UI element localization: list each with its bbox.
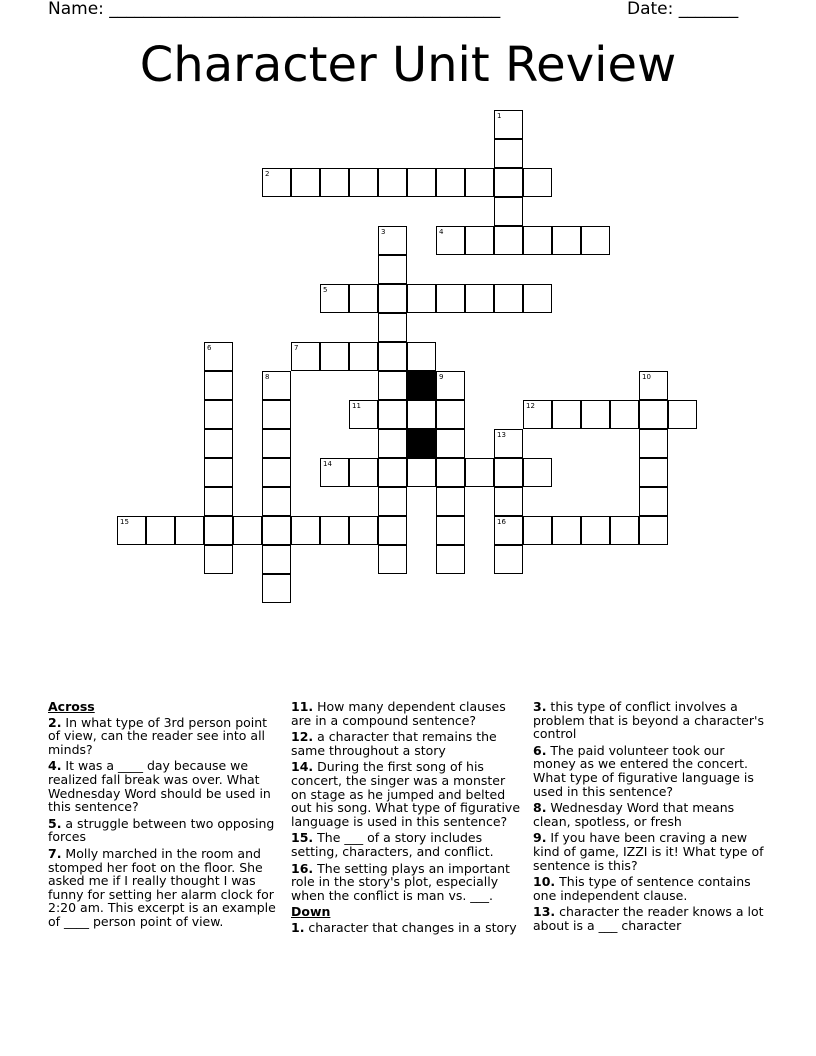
grid-cell[interactable]	[436, 226, 465, 255]
clue-item	[291, 831, 523, 858]
grid-cell[interactable]	[378, 255, 407, 284]
grid-cell[interactable]	[494, 516, 523, 545]
clue-number: 2	[265, 170, 270, 178]
across-clues-list	[48, 716, 276, 929]
grid-cell[interactable]	[378, 313, 407, 342]
clue-number-label: 7.	[48, 845, 62, 861]
grid-cell[interactable]	[378, 458, 407, 487]
clue-number: 10	[642, 373, 651, 381]
grid-cell[interactable]	[378, 226, 407, 255]
grid-cell[interactable]	[378, 400, 407, 429]
grid-cell[interactable]	[204, 487, 233, 516]
clue-item	[48, 759, 276, 813]
clue-text: If you have been craving a new kind of game, IZZI is it! What type of sentence is this?	[533, 830, 764, 873]
grid-cell[interactable]	[262, 487, 291, 516]
grid-cell[interactable]	[494, 168, 523, 197]
header-line	[48, 0, 748, 20]
clue-item	[533, 700, 769, 741]
grid-cell[interactable]	[639, 458, 668, 487]
clue-text: The setting plays an important role in the story's plot, especially when the conflict is man vs. ___.	[291, 860, 510, 903]
grid-cell[interactable]	[639, 487, 668, 516]
clue-text: It was a ____ day because we realized fall break was over. What Wednesday Word should be used in this sentence?	[48, 758, 271, 815]
clue-text: a character that remains the same throughout a story	[291, 729, 497, 758]
clue-item	[533, 801, 769, 828]
clue-number: 6	[207, 344, 212, 352]
grid-cell[interactable]	[204, 342, 233, 371]
grid-cell[interactable]	[494, 458, 523, 487]
clue-number: 4	[439, 228, 444, 236]
clue-number: 15	[120, 518, 129, 526]
page-title: Character Unit Review	[139, 37, 677, 93]
clue-number: 5	[323, 286, 328, 294]
grid-cell[interactable]	[407, 400, 436, 429]
grid-cell[interactable]	[349, 342, 378, 371]
clue-item	[48, 716, 276, 757]
grid-cell[interactable]	[262, 168, 291, 197]
grid-cell[interactable]	[349, 284, 378, 313]
grid-cell[interactable]	[204, 458, 233, 487]
clue-column-1	[48, 700, 276, 932]
clue-number-label: 14.	[291, 759, 314, 775]
clue-item	[291, 760, 523, 828]
grid-cell[interactable]	[291, 516, 320, 545]
grid-cell[interactable]	[146, 516, 175, 545]
clue-number-label: 9.	[533, 830, 547, 846]
clue-number-label: 6.	[533, 742, 547, 758]
grid-block-cell	[407, 429, 436, 458]
grid-cell[interactable]	[494, 545, 523, 574]
clue-text: The ___ of a story includes setting, characters, and conflict.	[291, 830, 494, 859]
grid-cell[interactable]	[262, 545, 291, 574]
clue-item	[533, 875, 769, 902]
clue-number-label: 15.	[291, 830, 314, 846]
grid-cell[interactable]	[320, 458, 349, 487]
grid-cell[interactable]	[465, 168, 494, 197]
clue-item	[533, 831, 769, 872]
clue-number: 12	[526, 402, 535, 410]
grid-cell[interactable]	[523, 284, 552, 313]
grid-cell[interactable]	[204, 371, 233, 400]
grid-cell[interactable]	[407, 342, 436, 371]
grid-cell[interactable]	[320, 284, 349, 313]
grid-cell[interactable]	[262, 574, 291, 603]
grid-cell[interactable]	[610, 400, 639, 429]
grid-cell[interactable]	[407, 284, 436, 313]
clue-number-label: 5.	[48, 815, 62, 831]
clue-item	[291, 700, 523, 727]
grid-cell[interactable]	[436, 371, 465, 400]
grid-cell[interactable]	[349, 168, 378, 197]
clue-text: a struggle between two opposing forces	[48, 815, 275, 845]
grid-cell[interactable]	[378, 429, 407, 458]
clue-text: During the first song of his concert, the singer was a monster on stage as he jumped and belted out his song. What type of figurative language is used in this sentence?	[291, 759, 521, 829]
clue-text: How many dependent clauses are in a compound sentence?	[291, 699, 506, 728]
grid-cell[interactable]	[204, 429, 233, 458]
grid-cell[interactable]	[378, 168, 407, 197]
clue-text: Wednesday Word that means clean, spotless, or fresh	[533, 800, 735, 829]
grid-cell[interactable]	[117, 516, 146, 545]
grid-cell[interactable]	[378, 371, 407, 400]
grid-cell[interactable]	[523, 516, 552, 545]
grid-cell[interactable]	[436, 429, 465, 458]
grid-cell[interactable]	[175, 516, 204, 545]
clue-number-label: 2.	[48, 714, 62, 730]
clue-number: 13	[497, 431, 506, 439]
grid-cell[interactable]	[494, 197, 523, 226]
grid-cell[interactable]	[552, 400, 581, 429]
clue-item	[533, 744, 769, 798]
clue-number-label: 13.	[533, 904, 556, 920]
grid-cell[interactable]	[523, 226, 552, 255]
grid-cell[interactable]	[581, 226, 610, 255]
down-heading: Down	[291, 904, 331, 920]
clue-item	[291, 730, 523, 757]
clue-column-2	[291, 700, 523, 938]
clue-item	[291, 862, 523, 903]
grid-cell[interactable]	[233, 516, 262, 545]
grid-cell[interactable]	[639, 371, 668, 400]
across-clues-list-continued	[291, 700, 523, 902]
grid-cell[interactable]	[494, 284, 523, 313]
grid-cell[interactable]	[494, 429, 523, 458]
grid-cell[interactable]	[494, 139, 523, 168]
grid-cell[interactable]	[349, 400, 378, 429]
clue-number-label: 11.	[291, 699, 314, 714]
grid-cell[interactable]	[494, 487, 523, 516]
grid-cell[interactable]	[494, 226, 523, 255]
grid-cell[interactable]	[581, 400, 610, 429]
clue-number: 3	[381, 228, 386, 236]
grid-cell[interactable]	[291, 168, 320, 197]
clue-text: this type of conflict involves a problem that is beyond a character's control	[533, 699, 764, 742]
grid-cell[interactable]	[639, 429, 668, 458]
grid-cell[interactable]	[378, 284, 407, 313]
grid-cell[interactable]	[291, 342, 320, 371]
name-line: Name: ______________________________________________	[48, 0, 501, 19]
clue-number-label: 1.	[291, 919, 305, 935]
grid-cell[interactable]	[436, 487, 465, 516]
grid-cell[interactable]	[349, 458, 378, 487]
grid-cell[interactable]	[378, 545, 407, 574]
grid-cell[interactable]	[465, 284, 494, 313]
grid-cell[interactable]	[320, 516, 349, 545]
grid-cell[interactable]	[262, 516, 291, 545]
grid-cell[interactable]	[262, 429, 291, 458]
grid-cell[interactable]	[523, 458, 552, 487]
clue-item	[48, 847, 276, 929]
grid-cell[interactable]	[378, 342, 407, 371]
grid-cell[interactable]	[436, 516, 465, 545]
grid-cell[interactable]	[407, 168, 436, 197]
grid-cell[interactable]	[581, 516, 610, 545]
clue-number: 7	[294, 344, 299, 352]
grid-cell[interactable]	[610, 516, 639, 545]
clue-number: 11	[352, 402, 361, 410]
grid-cell[interactable]	[262, 371, 291, 400]
grid-cell[interactable]	[436, 168, 465, 197]
clue-number-label: 12.	[291, 729, 314, 745]
clue-number: 16	[497, 518, 506, 526]
clue-text: character that changes in a story	[304, 919, 517, 935]
grid-cell[interactable]	[349, 516, 378, 545]
grid-cell[interactable]	[494, 110, 523, 139]
grid-cell[interactable]	[320, 168, 349, 197]
clue-item	[291, 921, 523, 935]
down-clues-list-continued	[533, 700, 769, 933]
clue-text: In what type of 3rd person point of view, can the reader see into all minds?	[48, 714, 268, 757]
grid-cell[interactable]	[552, 516, 581, 545]
clue-number-label: 4.	[48, 758, 62, 774]
clue-item	[48, 817, 276, 844]
clue-text: character the reader knows a lot about is a ___ character	[533, 904, 764, 933]
grid-cell[interactable]	[523, 168, 552, 197]
grid-cell[interactable]	[204, 516, 233, 545]
clue-number: 14	[323, 460, 332, 468]
clue-item	[533, 905, 769, 932]
grid-cell[interactable]	[436, 284, 465, 313]
clue-number-label: 3.	[533, 699, 547, 714]
clue-number-label: 16.	[291, 860, 314, 876]
down-clues-list	[291, 921, 523, 935]
grid-cell[interactable]	[523, 400, 552, 429]
grid-cell[interactable]	[407, 458, 436, 487]
grid-cell[interactable]	[639, 400, 668, 429]
clue-number: 9	[439, 373, 444, 381]
date-line: Date: _______	[627, 0, 739, 19]
grid-cell[interactable]	[204, 545, 233, 574]
grid-cell[interactable]	[320, 342, 349, 371]
clue-number-label: 8.	[533, 800, 547, 816]
grid-cell[interactable]	[465, 458, 494, 487]
grid-cell[interactable]	[378, 516, 407, 545]
grid-cell[interactable]	[436, 400, 465, 429]
grid-cell[interactable]	[378, 487, 407, 516]
clue-text: Molly marched in the room and stomped her foot on the floor. She asked me if I really thought I was funny for setting her alarm clock for 2:20 am. This excerpt is an example of ____ person point of view.	[48, 845, 276, 929]
clue-column-3	[533, 700, 769, 936]
grid-block-cell	[407, 371, 436, 400]
clue-number: 1	[497, 112, 502, 120]
clue-number-label: 10.	[533, 874, 556, 890]
grid-cell[interactable]	[436, 545, 465, 574]
grid-cell[interactable]	[262, 400, 291, 429]
clue-number: 8	[265, 373, 270, 381]
grid-cell[interactable]	[436, 458, 465, 487]
grid-cell[interactable]	[552, 226, 581, 255]
grid-cell[interactable]	[668, 400, 697, 429]
grid-cell[interactable]	[639, 516, 668, 545]
grid-cell[interactable]	[262, 458, 291, 487]
clue-text: The paid volunteer took our money as we entered the concert. What type of figurative language is used in this sentence?	[533, 742, 754, 799]
grid-cell[interactable]	[204, 400, 233, 429]
grid-cell[interactable]	[465, 226, 494, 255]
clue-text: This type of sentence contains one independent clause.	[533, 874, 751, 903]
across-heading: Across	[48, 699, 95, 714]
